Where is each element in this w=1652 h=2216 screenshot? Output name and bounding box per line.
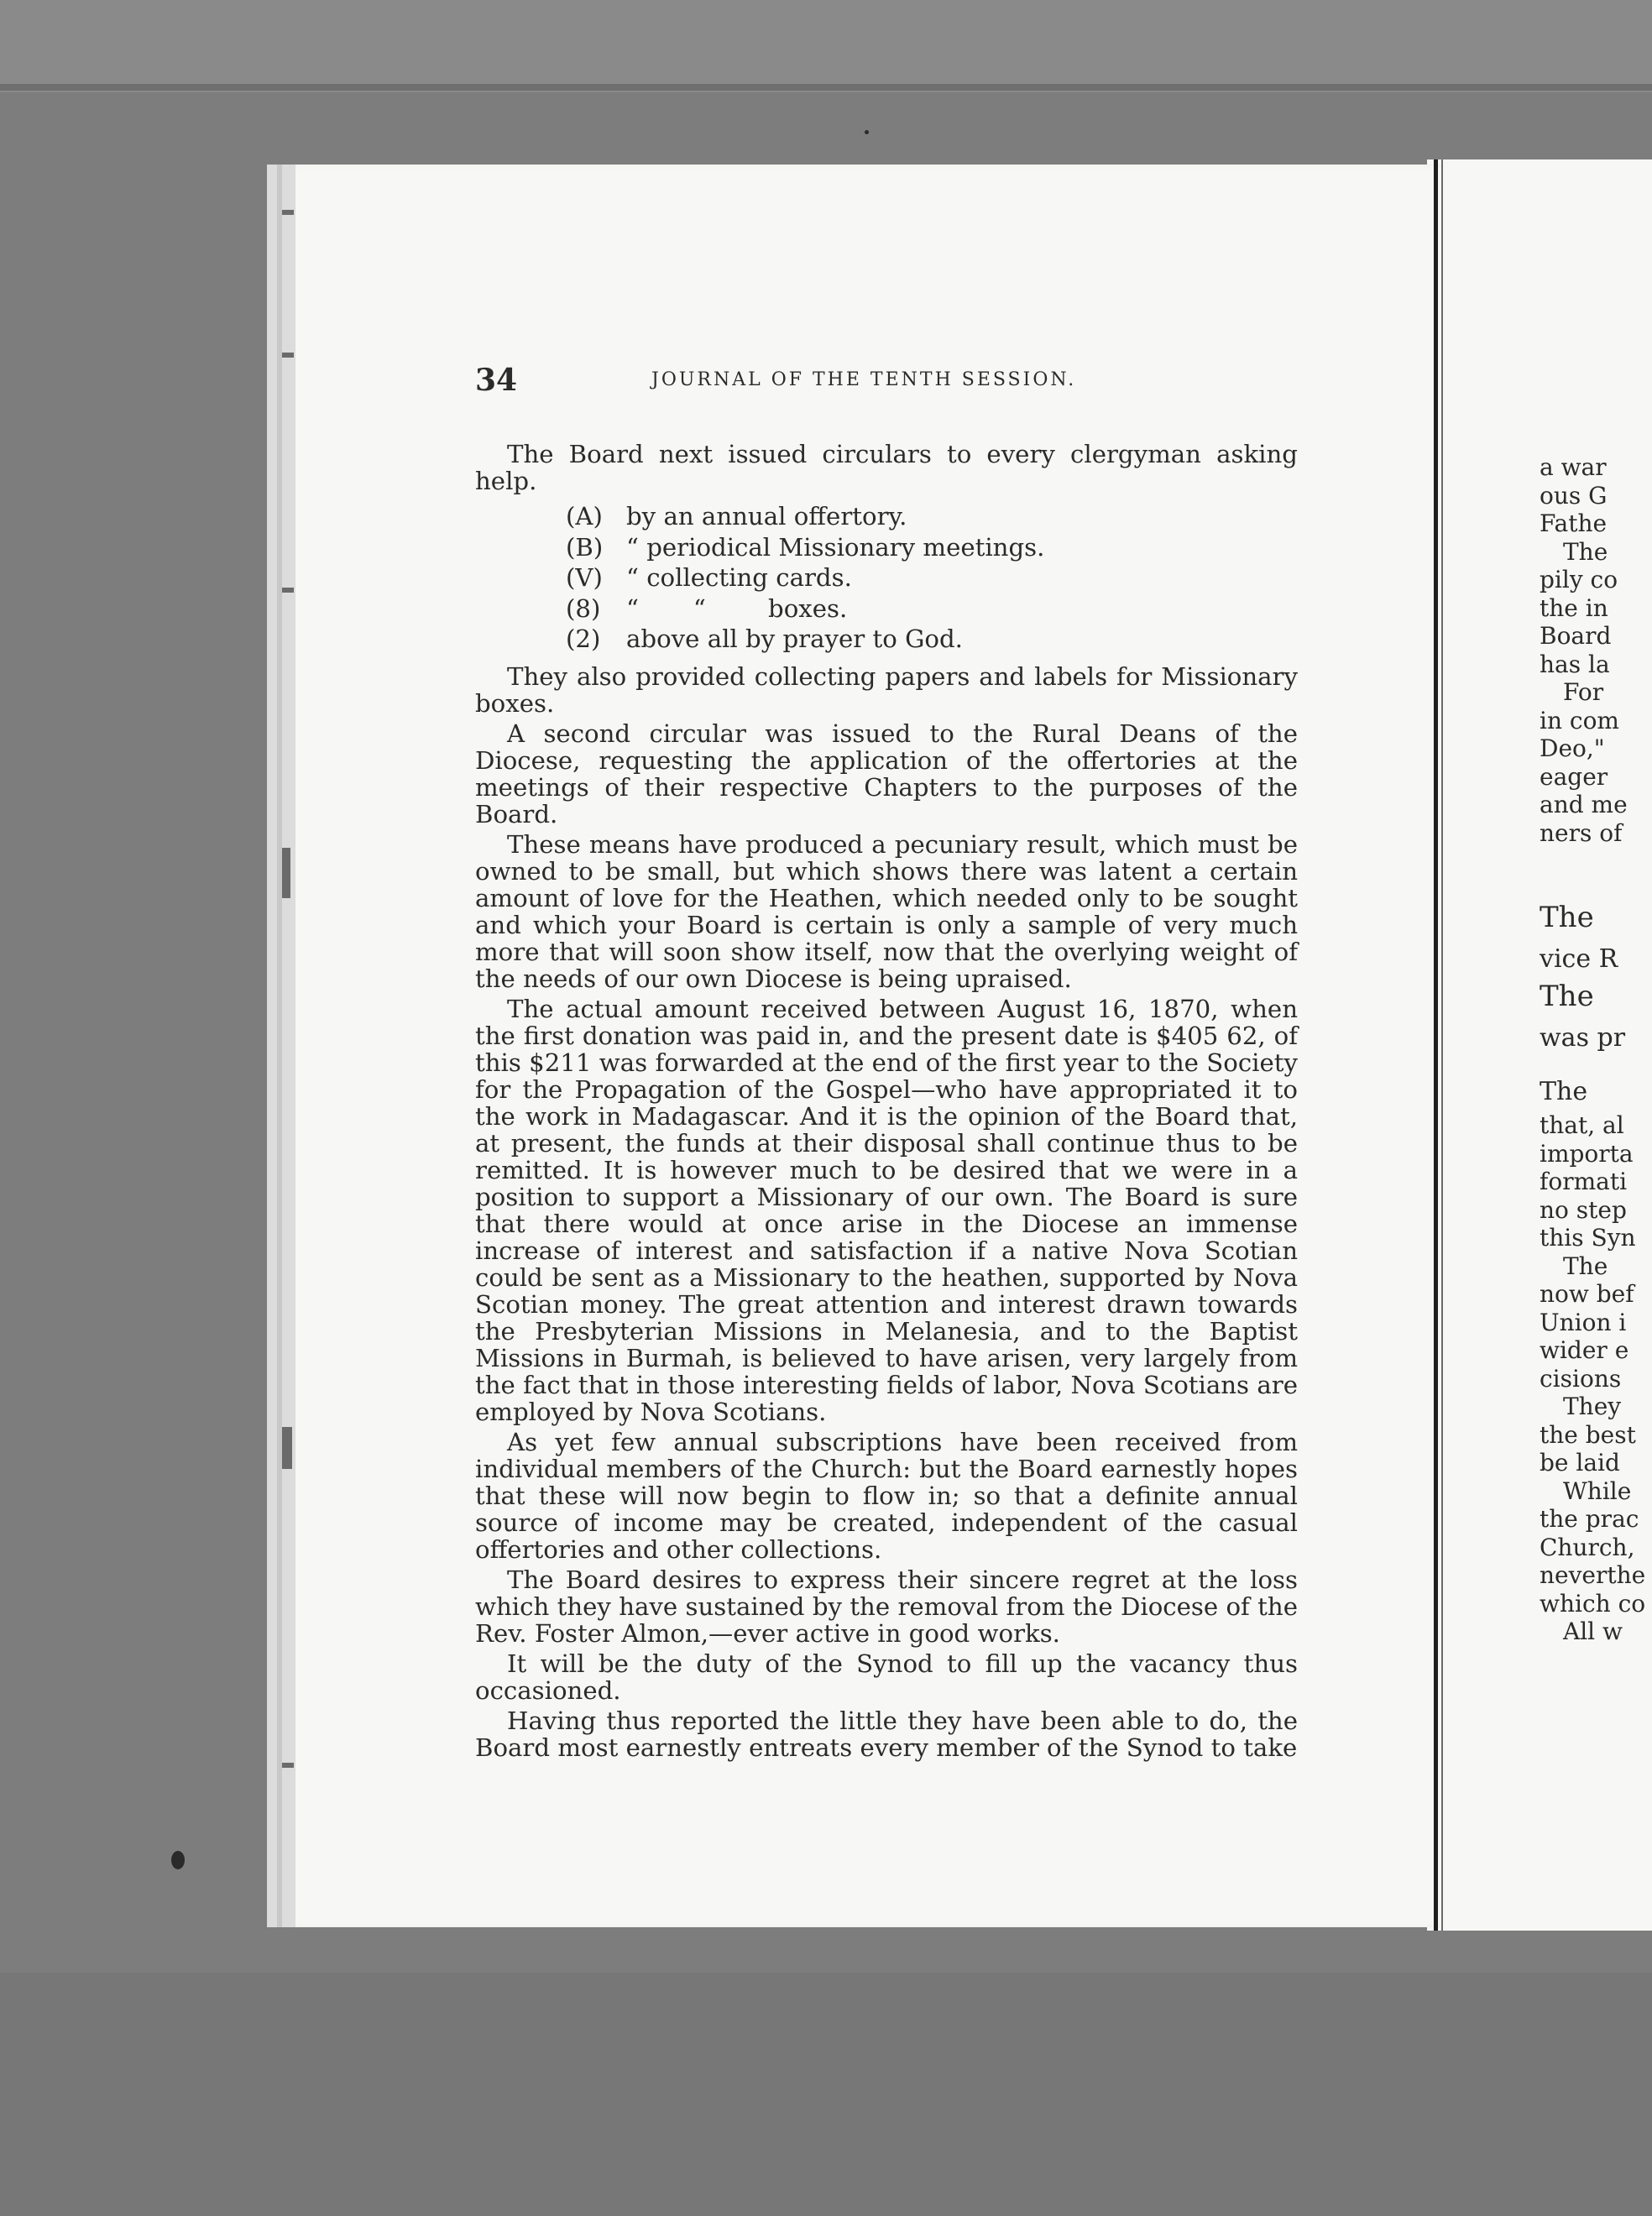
list-label: (V) <box>566 563 603 592</box>
scan-bottom-background <box>0 1973 1652 2216</box>
right-page-line: Fathe <box>1540 510 1608 537</box>
right-page-line: Deo," <box>1540 734 1605 762</box>
right-page-line: eager <box>1540 762 1608 791</box>
right-page-line: the prac <box>1540 1505 1639 1533</box>
page-number: 34 <box>475 363 518 398</box>
right-page-line: The <box>1563 537 1608 566</box>
paragraph: These means have produced a pecuniary result, which must be owned to be small, but which shows there was latent a certain amount of love for the Heathen, which needed only to be sought and which your Board is certain is only a sample of very much more that will soon show itself, now that the overlying weight of the needs of our own Diocese is being upraised. <box>475 829 1298 993</box>
scan-top-background <box>0 0 1652 92</box>
paragraph: Having thus reported the little they have been able to do, the Board most earnestly entreats every member of the Synod to take <box>475 1706 1298 1762</box>
right-page-line: Union i <box>1540 1308 1627 1336</box>
right-page-line: The <box>1540 1077 1588 1106</box>
binding-mark <box>282 1763 294 1768</box>
right-page-line: the best <box>1540 1420 1636 1449</box>
list-item <box>566 532 1298 563</box>
scan-speck <box>865 130 869 134</box>
binding-mark <box>282 588 294 593</box>
page-binding-shadow <box>277 165 282 1927</box>
binding-mark <box>282 1427 292 1469</box>
list-label: (B) <box>566 532 604 562</box>
paragraph: As yet few annual subscriptions have been received from individual members of the Church: but the Board earnestly hopes that these will now begin to flow in; so that a definite annual source of income may be created, independent of the casual offertories and other collections. <box>475 1427 1298 1564</box>
right-page-line: neverthe <box>1540 1561 1646 1589</box>
list-label: (8) <box>566 593 601 623</box>
right-page-line: importa <box>1540 1139 1634 1168</box>
right-page-line: ners of <box>1540 818 1623 847</box>
page-body <box>475 441 1298 1764</box>
right-page-line: cisions <box>1540 1364 1622 1393</box>
right-page-line: and me <box>1540 791 1628 818</box>
right-page-line: formati <box>1540 1168 1628 1195</box>
list-item <box>566 624 1298 655</box>
paragraph: The Board next issued circulars to every clergyman asking help. <box>475 440 1298 495</box>
right-page-line <box>1540 847 1652 875</box>
list-text: by an annual offertory. <box>626 502 907 530</box>
right-page-line: The <box>1540 980 1594 1013</box>
right-page-line: pily co <box>1540 566 1618 593</box>
binding-mark <box>282 848 290 898</box>
scan-speck <box>171 1851 185 1869</box>
list-label: (2) <box>566 625 601 653</box>
right-page-line: a war <box>1540 453 1607 481</box>
running-head: JOURNAL OF THE TENTH SESSION. <box>651 369 1077 390</box>
right-page-line: They <box>1563 1393 1622 1420</box>
right-page-line: Church, <box>1540 1533 1635 1561</box>
right-page-line: For <box>1563 678 1604 706</box>
list-text: above all by prayer to God. <box>626 625 963 653</box>
right-page-line: that, al <box>1540 1111 1624 1139</box>
right-page-line: has la <box>1540 650 1610 678</box>
list-item <box>566 501 1298 532</box>
right-page-line: While <box>1563 1476 1632 1505</box>
right-page-line: ous G <box>1540 481 1608 510</box>
list-item <box>566 562 1298 593</box>
right-page-line: the in <box>1540 593 1608 622</box>
page-header <box>475 363 1298 413</box>
right-page-line: be laid <box>1540 1449 1620 1476</box>
binding-mark <box>282 353 294 358</box>
list-item <box>566 593 1298 625</box>
scan-top-rule <box>0 84 1652 91</box>
paragraph: It will be the duty of the Synod to fill up the vacancy thus occasioned. <box>475 1649 1298 1705</box>
right-page-line: The <box>1540 901 1594 934</box>
list-text: “ collecting cards. <box>626 563 852 592</box>
right-page-line: in com <box>1540 706 1619 734</box>
right-page-line: wider e <box>1540 1336 1629 1364</box>
page-gutter <box>1434 159 1438 1931</box>
right-page-line: vice R <box>1540 944 1618 974</box>
right-page-line: this Syn <box>1540 1224 1636 1252</box>
paragraph: The actual amount received between August 16, 1870, when the first donation was paid in, and the present date is $405 62, of this $211 was forwarded at the end of the first year to the Society for the Propagation of the Gospel—who have appropriated it to the work in Madagascar. And it is the opinion of the Board that, at present, the funds at their disposal shall continue thus to be remitted. It is however much to be desired that we were in a position to support a Missionary of our own. The Board is sure that there would at once arise in the Diocese an immense increase of interest and satisfaction if a native Nova Scotian could be sent as a Missionary to the heathen, supported by Nova Scotian money. The great attention and interest drawn towards the Presbyterian Missions in Melanesia, and to the Baptist Missions in Burmah, is believed to have arisen, very largely from the fact that in those interesting fields of labor, Nova Scotians are employed by Nova Scotians. <box>475 994 1298 1426</box>
page-gutter-line <box>1441 159 1443 1931</box>
list-text: “ “ boxes. <box>626 593 848 623</box>
right-page-line <box>1540 1066 1652 1078</box>
right-page-line: no step <box>1540 1195 1627 1224</box>
right-page-line: The <box>1563 1252 1608 1280</box>
paragraph: The Board desires to express their sincere regret at the loss which they have sustained by the removal from the Diocese of the Rev. Foster Almon,—ever active in good works. <box>475 1565 1298 1648</box>
right-page-line: Board <box>1540 622 1612 650</box>
right-page-line: now bef <box>1540 1280 1634 1308</box>
right-page-line: All w <box>1563 1618 1623 1645</box>
right-page-line: was pr <box>1540 1023 1626 1053</box>
binding-mark <box>282 210 294 215</box>
right-page-line <box>1540 875 1652 904</box>
help-methods-list <box>475 501 1298 655</box>
list-label: (A) <box>566 502 603 530</box>
right-page-line: which co <box>1540 1589 1646 1618</box>
paragraph: A second circular was issued to the Rural Deans of the Diocese, requesting the application of the offertories at the meetings of their respective Chapters to the purposes of the Board. <box>475 719 1298 828</box>
list-text: “ periodical Missionary meetings. <box>626 532 1045 562</box>
paragraph: They also provided collecting papers and labels for Missionary boxes. <box>475 661 1298 718</box>
right-page-text <box>1540 453 1652 1646</box>
